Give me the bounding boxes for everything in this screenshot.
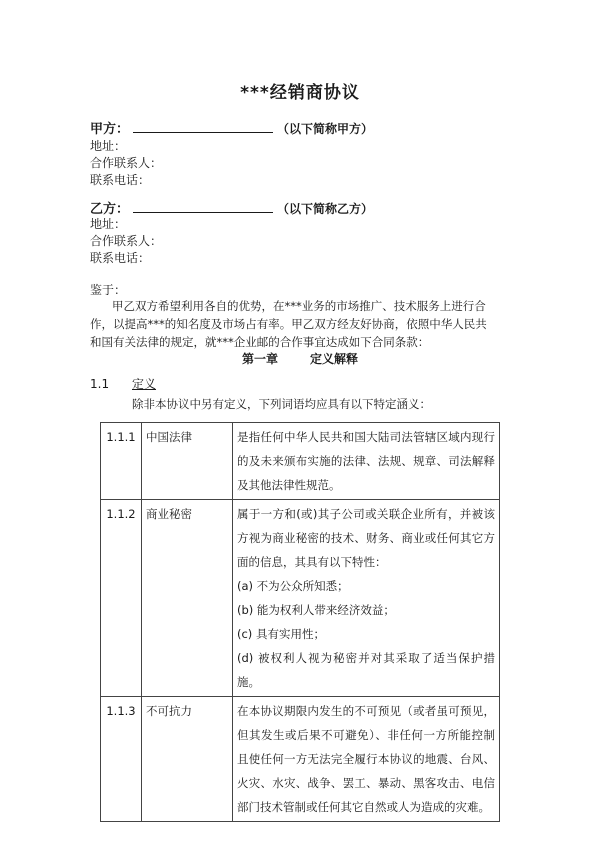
list-item: (c) 具有实用性；: [237, 627, 325, 641]
definition-term: 中国法律: [142, 423, 233, 500]
party-b-address: 地址：: [90, 217, 127, 231]
party-b-row: [90, 200, 373, 218]
party-a-phone: 联系电话：: [90, 173, 151, 187]
table-row: [101, 697, 500, 822]
party-a-row: [90, 120, 373, 138]
chapter-name: 定义解释: [310, 352, 359, 366]
chapter-number: 第一章: [241, 352, 278, 366]
table-row: [101, 423, 500, 500]
definition-term: 商业秘密: [142, 500, 233, 697]
party-a-label: 甲方：: [90, 122, 130, 137]
party-a-name-blank[interactable]: [133, 120, 273, 133]
party-a-note: （以下简称甲方）: [277, 122, 374, 136]
document-title: ***经销商协议: [240, 83, 360, 103]
definition-number: 1.1.1: [101, 423, 142, 500]
intro-line-2: 作，以提高***的知名度及市场占有率。甲乙双方经友好协商，依照中华人民共: [90, 317, 487, 331]
intro-line-1: 甲乙双方希望利用各自的优势，在***业务的市场推广、技术服务上进行合: [112, 299, 486, 313]
section-intro: 除非本协议中另有定义，下列词语均应具有以下特定涵义：: [132, 397, 431, 411]
definitions-table: [100, 422, 500, 822]
whereas-label: 鉴于：: [90, 283, 127, 297]
list-item: (a) 不为公众所知悉；: [237, 579, 349, 593]
list-item: (d) 被权利人视为秘密并对其采取了适当保护措施。: [237, 651, 495, 689]
definition-text: 属于一方和(或)其子公司或关联企业所有，并被该方视为商业秘密的技术、财务、商业或任何其它方面的信息，其具有以下特性：: [237, 507, 495, 569]
definition-text: 是指任何中华人民共和国大陆司法管辖区域内现行的及未来颁布实施的法律、法规、规章、司法解释及其他法律性规范。: [233, 423, 500, 500]
definition-number: 1.1.3: [101, 697, 142, 822]
definition-text: 在本协议期限内发生的不可预见（或者虽可预见，但其发生或后果不可避免）、非任何一方所能控制且使任何一方无法完全履行本协议的地震、台风、火灾、水灾、战争、罢工、暴动、黑客攻击、电信部门技术管制或任何其它自然或人为造成的灾难。: [233, 697, 500, 822]
party-b-contact: 合作联系人：: [90, 234, 163, 248]
chapter-heading: [0, 350, 600, 367]
definition-cell: [233, 500, 500, 697]
section-number: 1.1: [90, 377, 110, 391]
party-a-contact: 合作联系人：: [90, 156, 163, 170]
intro-line-3: 和国有关法律的规定，就***企业邮的合作事宜达成如下合同条款：: [90, 335, 430, 349]
party-a-address: 地址：: [90, 139, 127, 153]
table-row: [101, 500, 500, 697]
definition-number: 1.1.2: [101, 500, 142, 697]
party-b-name-blank[interactable]: [133, 200, 273, 213]
definition-term: 不可抗力: [142, 697, 233, 822]
section-title: 定义: [132, 377, 157, 391]
party-b-phone: 联系电话：: [90, 251, 151, 265]
party-b-label: 乙方：: [90, 202, 130, 217]
party-b-note: （以下简称乙方）: [277, 202, 374, 216]
list-item: (b) 能为权利人带来经济效益；: [237, 603, 395, 617]
